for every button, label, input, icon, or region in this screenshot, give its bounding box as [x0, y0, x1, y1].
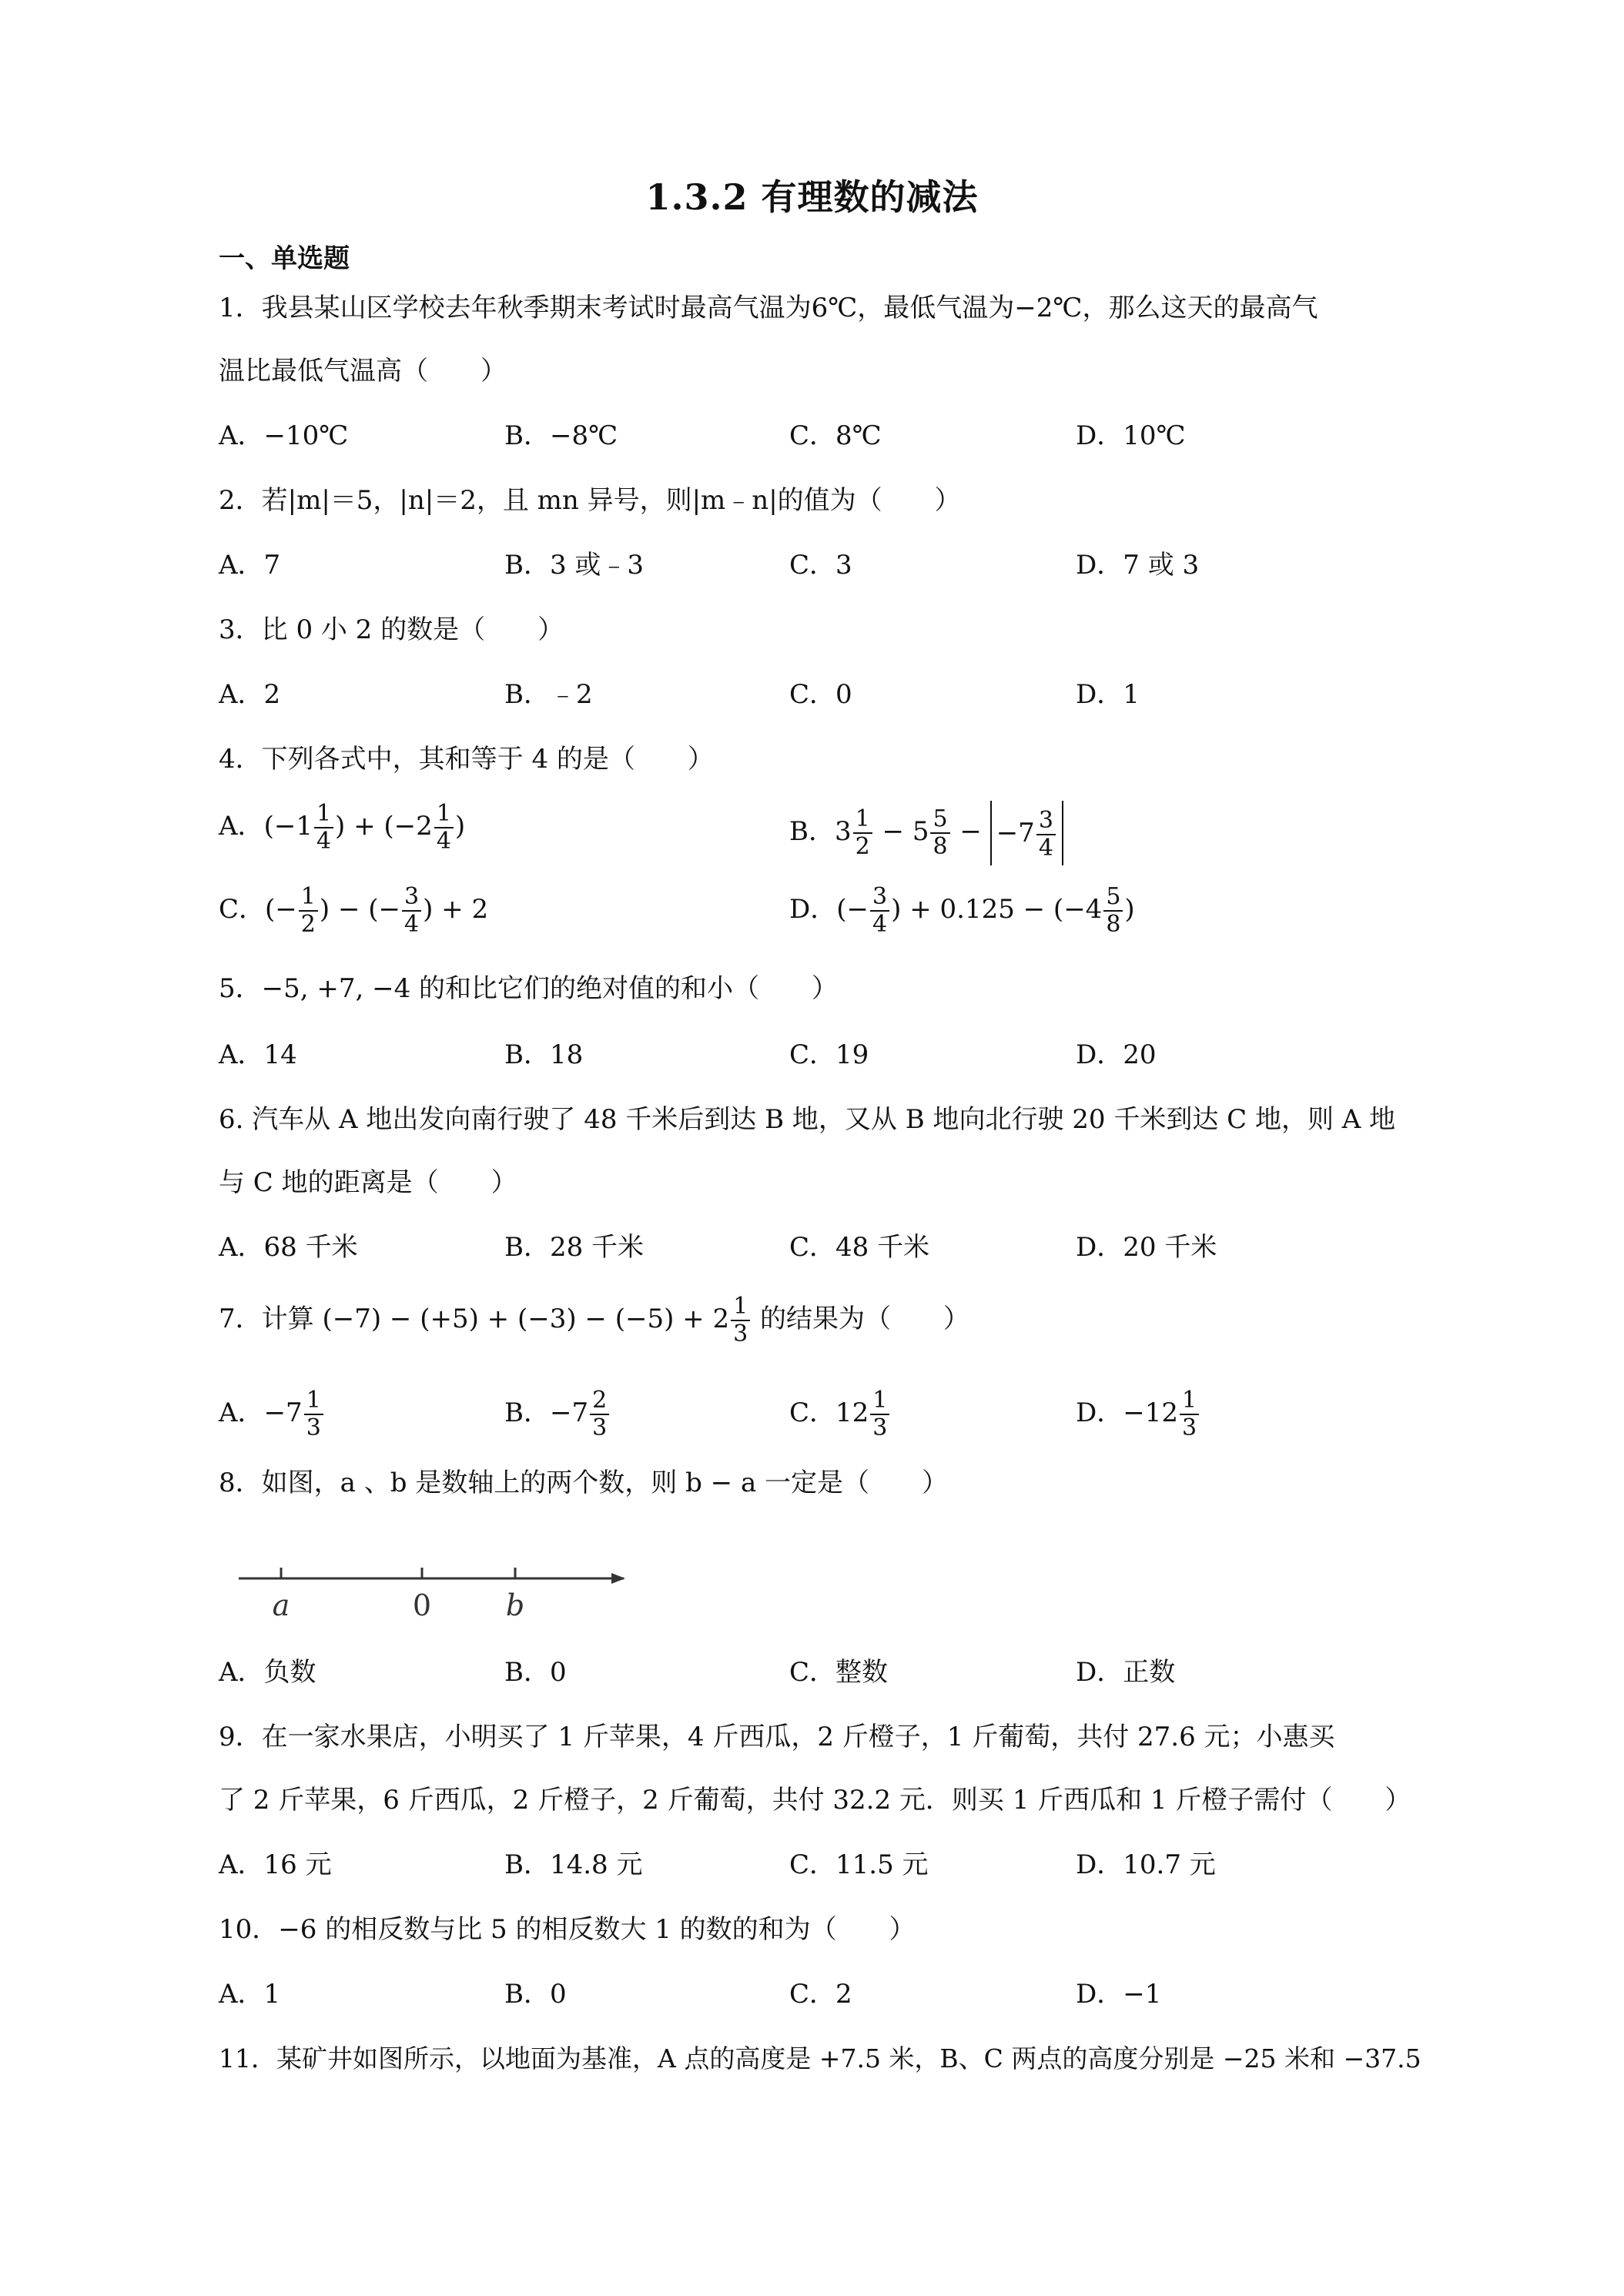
option-label: A． — [219, 811, 264, 842]
option-label: C． — [789, 1397, 836, 1428]
q7-option-b — [504, 1387, 611, 1441]
q8-option-b: B．0 — [504, 1657, 567, 1688]
q1-stem-line1: 1．我县某山区学校去年秋季期末考试时最高气温为6℃，最低气温为−2℃，那么这天的最高气 — [219, 293, 1318, 323]
option-label: B． — [504, 1397, 550, 1428]
q9-option-c: C．11.5 元 — [789, 1849, 929, 1880]
absolute-value — [990, 801, 1063, 865]
expr-part: (− — [836, 894, 869, 925]
expr-part: − 5 — [873, 816, 929, 847]
numerator: 1 — [870, 1387, 889, 1415]
q9-stem-line1: 9．在一家水果店，小明买了 1 斤苹果，4 斤西瓜，2 斤橙子，1 斤葡萄，共付 27.6 元；小惠买 — [219, 1722, 1335, 1752]
q4-stem: 4．下列各式中，其和等于 4 的是（ ） — [219, 744, 714, 775]
q10-option-b: B．0 — [504, 1979, 567, 2010]
q10-option-d: D．−1 — [1076, 1979, 1162, 2010]
fraction — [1103, 884, 1123, 938]
denominator: 3 — [733, 1320, 748, 1347]
numerator: 1 — [853, 806, 872, 834]
expr-part: −12 — [1123, 1397, 1179, 1428]
denominator: 4 — [1038, 835, 1053, 862]
q7-stem — [219, 1294, 969, 1347]
q9-option-d: D．10.7 元 — [1076, 1849, 1216, 1880]
q4-option-a — [219, 801, 465, 855]
numerator: 5 — [930, 806, 949, 834]
label-0: 0 — [412, 1588, 432, 1622]
denominator: 3 — [1182, 1414, 1197, 1441]
numerator: 3 — [1036, 808, 1056, 835]
q8-stem: 8．如图，a 、b 是数轴上的两个数，则 b − a 一定是（ ） — [219, 1468, 949, 1498]
q9-option-b: B．14.8 元 — [504, 1849, 643, 1880]
q8-option-c: C．整数 — [789, 1657, 889, 1688]
expr-part: −7 — [263, 1397, 303, 1428]
numerator: 1 — [304, 1387, 323, 1415]
numerator: 3 — [402, 884, 421, 912]
q3-stem: 3．比 0 小 2 的数是（ ） — [219, 614, 564, 645]
numerator: 1 — [731, 1294, 750, 1321]
q4-option-d — [789, 884, 1135, 938]
q2-stem: 2．若|m|＝5，|n|＝2，且 mn 异号，则|m﹣n|的值为（ ） — [219, 485, 961, 516]
numerator: 1 — [434, 801, 454, 828]
q5-option-c: C．19 — [789, 1039, 869, 1070]
q3-option-c: C．0 — [789, 679, 852, 710]
label-b: b — [505, 1588, 525, 1622]
q6-option-c: C．48 千米 — [789, 1232, 930, 1263]
q6-option-a: A．68 千米 — [219, 1232, 358, 1263]
q8-option-d: D．正数 — [1076, 1657, 1176, 1688]
expr-part: (−1 — [263, 811, 313, 842]
q3-option-a: A．2 — [219, 679, 281, 710]
q10-option-a: A．1 — [219, 1979, 281, 2010]
option-label: A． — [219, 1397, 264, 1428]
q1-option-d: D．10℃ — [1076, 420, 1186, 451]
numerator: 2 — [590, 1387, 609, 1415]
numerator: 1 — [299, 884, 318, 912]
page-title: 1.3.2 有理数的减法 — [645, 176, 979, 218]
expr-part: ) + 0.125 − (−4 — [891, 894, 1103, 925]
fraction — [1180, 1387, 1199, 1441]
fraction — [853, 806, 872, 860]
q2-option-d: D．7 或 3 — [1076, 550, 1200, 581]
q6-stem-line1: 6. 汽车从 A 地出发向南行驶了 48 千米后到达 B 地，又从 B 地向北行驶 20 千米到达 C 地，则 A 地 — [219, 1104, 1396, 1135]
fraction — [402, 884, 421, 938]
q1-option-c: C．8℃ — [789, 420, 882, 451]
q3-option-d: D．1 — [1076, 679, 1140, 710]
fraction — [314, 801, 333, 855]
option-label: B． — [789, 816, 835, 847]
q7-option-c — [789, 1387, 891, 1441]
expr-part: ) + 2 — [423, 894, 489, 925]
expr-part: ) — [454, 811, 466, 842]
expr-part: 12 — [835, 1397, 869, 1428]
q6-option-d: D．20 千米 — [1076, 1232, 1217, 1263]
numerator: 1 — [1180, 1387, 1199, 1415]
q9-stem-line2: 了 2 斤苹果，6 斤西瓜，2 斤橙子，2 斤葡萄，共付 32.2 元．则买 1 斤西瓜和 1 斤橙子需付（ ） — [219, 1785, 1411, 1816]
expr-part: ) — [1124, 894, 1135, 925]
expr-part: − — [951, 816, 990, 847]
q4-option-b — [789, 801, 1063, 865]
fraction — [304, 1387, 323, 1441]
denominator: 4 — [404, 911, 420, 938]
fraction — [434, 801, 454, 855]
q5-option-d: D．20 — [1076, 1039, 1157, 1070]
q2-option-b: B．3 或﹣3 — [504, 550, 645, 581]
expr-part: 3 — [835, 816, 852, 847]
fraction — [299, 884, 318, 938]
label-a: a — [272, 1588, 290, 1622]
expr-part: ) − (− — [319, 894, 400, 925]
option-label: D． — [789, 894, 837, 925]
q2-option-c: C．3 — [789, 550, 852, 581]
q6-option-b: B．28 千米 — [504, 1232, 645, 1263]
expr-part: −7 — [996, 818, 1035, 848]
denominator: 2 — [855, 833, 870, 860]
q10-stem: 10．−6 的相反数与比 5 的相反数大 1 的数的和为（ ） — [219, 1914, 916, 1945]
q2-option-a: A．7 — [219, 550, 281, 581]
number-line-arrow — [611, 1573, 625, 1584]
option-label: D． — [1076, 1397, 1123, 1428]
denominator: 4 — [316, 828, 332, 855]
q4-option-c — [219, 884, 488, 938]
fraction — [590, 1387, 609, 1441]
q6-stem-line2: 与 C 地的距离是（ ） — [219, 1167, 517, 1198]
q5-stem: 5．−5, +7, −4 的和比它们的绝对值的和小（ ） — [219, 973, 839, 1004]
section-heading: 一、单选题 — [219, 243, 350, 274]
denominator: 4 — [436, 828, 451, 855]
fraction — [1036, 808, 1056, 862]
denominator: 3 — [872, 1414, 888, 1441]
fraction — [870, 1387, 889, 1441]
expr-part: 的结果为（ ） — [752, 1304, 969, 1334]
q10-option-c: C．2 — [789, 1979, 852, 2010]
q1-stem-line2: 温比最低气温高（ ） — [219, 356, 507, 387]
q1-option-b: B．−8℃ — [504, 420, 618, 451]
q8-option-a: A．负数 — [219, 1657, 316, 1688]
numerator: 1 — [314, 801, 333, 828]
denominator: 3 — [306, 1414, 321, 1441]
expr-part: ) + (−2 — [335, 811, 433, 842]
q7-option-d — [1076, 1387, 1200, 1441]
denominator: 4 — [872, 911, 888, 938]
q1-option-a: A．−10℃ — [219, 420, 349, 451]
fraction — [930, 806, 949, 860]
fraction — [731, 1294, 750, 1347]
q7-option-a — [219, 1387, 325, 1441]
denominator: 8 — [1106, 911, 1121, 938]
number-line-figure — [231, 1555, 647, 1640]
q5-option-b: B．18 — [504, 1039, 584, 1070]
numerator: 3 — [870, 884, 889, 912]
q3-option-b: B．﹣2 — [504, 679, 593, 710]
denominator: 2 — [300, 911, 316, 938]
q9-option-a: A．16 元 — [219, 1849, 332, 1880]
q5-option-a: A．14 — [219, 1039, 297, 1070]
numerator: 5 — [1103, 884, 1123, 912]
option-label: C． — [219, 894, 266, 925]
expr-part: 7．计算 (−7) − (+5) + (−3) − (−5) + 2 — [219, 1304, 730, 1334]
fraction — [870, 884, 889, 938]
denominator: 8 — [933, 833, 948, 860]
expr-part: (− — [265, 894, 297, 925]
expr-part: −7 — [550, 1397, 589, 1428]
q11-stem-line1: 11．某矿井如图所示，以地面为基准，A 点的高度是 +7.5 米，B、C 两点的高度分别是 −25 米和 −37.5 — [219, 2043, 1421, 2073]
denominator: 3 — [592, 1414, 608, 1441]
